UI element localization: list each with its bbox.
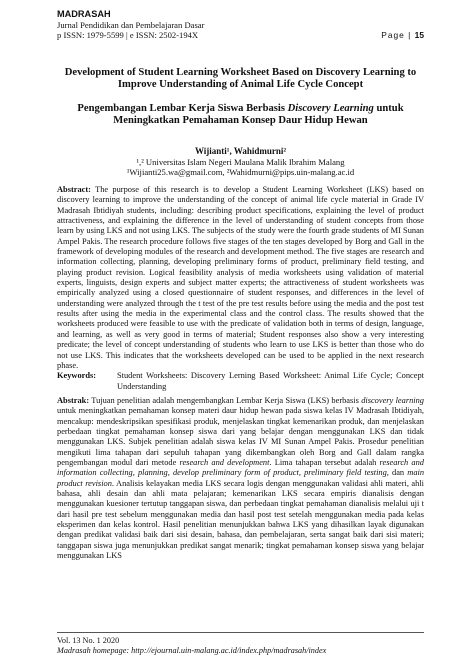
author-affiliation: ¹,² Universitas Islam Negeri Maulana Malik Ibrahim Malang xyxy=(136,156,345,167)
footer-homepage: Madrasah homepage: http://ejournal.uin-malang.ac.id/index.php/madrasah/index xyxy=(57,646,327,656)
authors-block xyxy=(57,146,424,178)
keywords-text: Student Worksheets: Discovery Lerning Based Worksheet: Animal Life Cycle; Concept Understanding xyxy=(117,371,424,391)
english-title: Development of Student Learning Worksheet Based on Discovery Learning to Improve Understanding of Animal Life Cycle Concept xyxy=(64,67,417,91)
indonesian-title-italic: Discovery Learning xyxy=(287,102,374,114)
journal-name: MADRASAH xyxy=(57,9,111,19)
author-emails: ¹Wijianti25.wa@gmail.com, ²Wahidmurni@pips.uin-malang.ac.id xyxy=(126,167,355,178)
abstrak-label: Abstrak: xyxy=(57,396,90,405)
keywords-row xyxy=(57,371,424,392)
page-label: Page | xyxy=(381,30,415,41)
abstract-paragraph xyxy=(57,185,424,371)
page-footer xyxy=(57,632,424,656)
abstract-text: The purpose of this research is to develop a Student Learning Worksheet (LKS) based on discovery learning to improve the understanding of the concept of animal life cycle material in Grade IV Madrasah Ibtidiyah students, including: describing product specifications, explaining the level of product attractiveness, and explaining the difference in the level of understanding of student concepts from those learn by using LKS and not using LKS. The subjects of the study were the fourth grade students of MI Sunan Ampel Pakis. The research procedure follows five stages of the ten stages developed by Borg and Gall in the framework of developing modules of the research and development method. The five stages are research and information collecting, planning, developing preliminary forms of product, preliminary field testing, and playing product revision. Logical feasibility analysis of media worksheets using validation of material experts, linguists, design experts and subject matter experts; the attractiveness of student worksheets was empirically analyzed using a closed questionnaire of student responses, and differences in the level of understanding were analyzed through the t test of the pre test results before using the media and the post test results after using the media in the experimental class and the control class. The results showed that the worksheets produced were feasible to use with the predicate of validation both in terms of design, language, and learning, as well as very good in terms of material; Student responses also show a very interesting predicate; the level of concept understanding of students who learn to use LKS is better than those who do not use LKS. This indicates that the worksheets developed can be used to be applied in the next research phase. xyxy=(57,185,424,370)
footer-volume: Vol. 13 No. 1 2020 xyxy=(57,636,120,645)
keywords-label: Keywords: xyxy=(57,371,97,381)
issn-row xyxy=(57,30,424,41)
journal-header xyxy=(57,9,424,41)
indonesian-abstract: Abstrak: Tujuan penelitian adalah mengembangkan Lembar Kerja Siswa (LKS) berbasis discovery learning untuk meningkatkan pemahaman konsep materi daur hidup hewan pada siswa kelas IV Madrasah Ibtidiyah, mencakup: mendeskripsikan spesifikasi produk, menjelaskan tingkat kemenarikan produk, dan menjelaskan perbedaan tingkat pemahaman konsep siswa dari yang belajar dengan menggunakan LKS dan tidak menggunakan LKS. Subjek penelitian adalah siswa kelas IV MI Sunan Ampel Pakis. Prosedur penelitian mengikuti lima tahapan dari sepuluh tahapan yang dikembangkan oleh Borg and Gall dalam rangka pengembangan modul dari metode research and development. Lima tahapan tersebut adalah research and information collecting, planning, develop preliminary form of product, preliminary field testing, dan main product revision. Analisis kelayakan media LKS secara logis dengan menggunakan validasi ahli materi, ahli bahasa, ahli desain dan ahli mata pelajaran; kemenarikan LKS secara empiris dianalisis dengan menggunakan kuesioner tertutup tanggapan siswa, dan perbedaan tingkat pemahaman dianalisis melalui uji t dari hasil pre test sebelum menggunakan media dan hasil post test setelah menggunakan media pada kelas eksperimen dan kelas kontrol. Hasil penelitian menunjukkan bahwa LKS yang dihasilkan layak digunakan dengan predikat validasi baik dari sisi desain, bahasa, dan pembelajaran, serta sangat baik dari sisi materi; tanggapan siswa juga menunjukkan predikat sangat menarik; tingkat pemahaman konsep siswa yang belajar menggunakan LKS xyxy=(57,396,425,561)
indonesian-title: Pengembangan Lembar Kerja Siswa Berbasis Discovery Learning untuk Meningkatkan Pemahaman Konsep Daur Hidup Hewan xyxy=(77,102,404,127)
page-indicator xyxy=(381,30,424,41)
abstract-label: Abstract: xyxy=(57,185,91,194)
english-abstract xyxy=(57,185,424,392)
author-names: Wijianti¹, Wahidmurni² xyxy=(194,146,287,156)
journal-subtitle: Jurnal Pendidikan dan Pembelajaran Dasar xyxy=(57,19,205,30)
title-block xyxy=(57,67,424,128)
page-number: 15 xyxy=(414,30,424,41)
issn-text: p ISSN: 1979-5599 | e ISSN: 2502-194X xyxy=(57,30,199,41)
